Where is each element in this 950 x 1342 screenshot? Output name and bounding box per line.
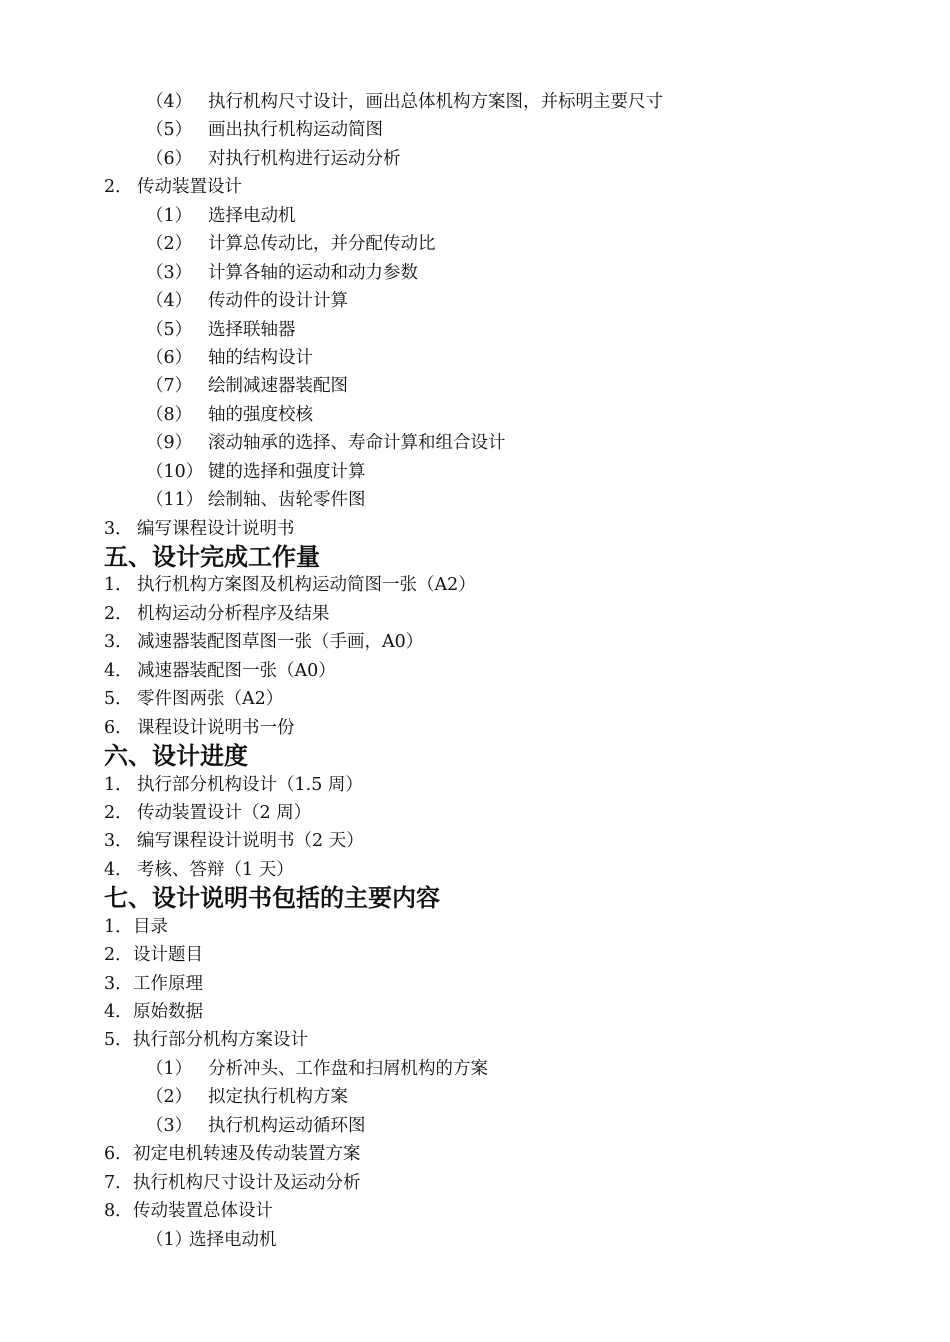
list-item-text: 画出执行机构运动简图 xyxy=(208,120,383,141)
list-item-number: （6） xyxy=(146,347,193,368)
list-item-number: 2． xyxy=(104,177,133,198)
list-item xyxy=(0,970,950,998)
list-item-text: 绘制减速器装配图 xyxy=(208,376,348,397)
list-item-number: （4） xyxy=(146,92,193,112)
list-item-number: （2） xyxy=(146,234,193,255)
section-heading: 六、设计进度 xyxy=(104,742,248,771)
list-item-text: 轴的强度校核 xyxy=(208,404,313,425)
list-item xyxy=(0,230,950,258)
list-item-number: （3） xyxy=(146,1115,193,1136)
list-item-text: 执行机构尺寸设计，画出总体机构方案图，并标明主要尺寸 xyxy=(208,92,663,112)
section-heading: 七、设计说明书包括的主要内容 xyxy=(104,884,440,913)
list-item-number: 1． xyxy=(104,916,133,937)
list-item-number: 1． xyxy=(104,774,133,795)
list-item-number: 2． xyxy=(104,802,133,823)
list-item-text: 计算各轴的运动和动力参数 xyxy=(208,262,418,283)
list-item-text: 绘制轴、齿轮零件图 xyxy=(208,490,366,511)
list-item xyxy=(0,771,950,799)
list-item xyxy=(0,259,950,287)
list-item-number: （8） xyxy=(146,404,193,425)
list-item xyxy=(0,458,950,486)
list-item xyxy=(0,202,950,230)
list-item-text: 键的选择和强度计算 xyxy=(208,461,366,482)
list-item-number: （10） xyxy=(146,461,204,482)
list-item-number: 2． xyxy=(104,603,133,624)
list-item-number: （6） xyxy=(146,148,193,169)
list-item-text: 减速器装配图一张（A0） xyxy=(137,660,336,681)
list-item xyxy=(0,486,950,514)
list-item xyxy=(0,827,950,855)
list-item-text: 对执行机构进行运动分析 xyxy=(208,148,401,169)
list-item-number: 3． xyxy=(104,831,133,852)
list-item xyxy=(0,1140,950,1168)
list-item-text: 轴的结构设计 xyxy=(208,347,313,368)
list-item-text: 选择电动机 xyxy=(189,1229,277,1250)
list-item xyxy=(0,1197,950,1225)
list-item xyxy=(0,685,950,713)
list-item-number: 3． xyxy=(104,632,133,653)
list-item-number: 4． xyxy=(104,1002,133,1022)
list-item xyxy=(0,657,950,685)
list-item-text: 目录 xyxy=(133,916,168,937)
list-item-number: 7． xyxy=(104,1172,133,1193)
list-item-number: 4． xyxy=(104,859,133,880)
list-item-number: 2． xyxy=(104,945,133,966)
list-item xyxy=(0,714,950,742)
list-item-number: （11） xyxy=(146,490,204,511)
list-item-text: 选择联轴器 xyxy=(208,319,296,340)
list-item xyxy=(0,1026,950,1054)
list-item-text: 编写课程设计说明书 xyxy=(137,518,295,539)
list-item-text: 执行部分机构方案设计 xyxy=(133,1030,308,1051)
section-heading: 五、设计完成工作量 xyxy=(104,543,320,571)
list-item-number: 4． xyxy=(104,660,133,681)
list-item-number: （1） xyxy=(146,1229,193,1250)
list-item xyxy=(0,1112,950,1140)
list-item-text: 执行机构运动循环图 xyxy=(208,1115,366,1136)
list-item-text: 执行机构方案图及机构运动简图一张（A2） xyxy=(137,575,476,596)
list-item xyxy=(0,316,950,344)
list-item xyxy=(0,799,950,827)
list-item-number: 3． xyxy=(104,973,133,994)
list-item xyxy=(0,913,950,941)
list-item-number: （4） xyxy=(146,291,193,312)
list-item-number: 1． xyxy=(104,575,133,596)
document-body xyxy=(0,88,950,1254)
list-item-number: 6． xyxy=(104,1144,133,1165)
list-item xyxy=(0,88,950,116)
list-item-number: （7） xyxy=(146,376,193,397)
list-item-text: 传动件的设计计算 xyxy=(208,291,348,312)
list-item-text: 机构运动分析程序及结果 xyxy=(137,603,330,624)
list-item xyxy=(0,571,950,599)
list-item-number: （1） xyxy=(146,205,193,226)
list-item xyxy=(0,1226,950,1254)
list-item-number: （5） xyxy=(146,319,193,340)
list-item-text: 分析冲头、工作盘和扫屑机构的方案 xyxy=(208,1058,488,1079)
list-item xyxy=(0,401,950,429)
list-item-text: 设计题目 xyxy=(133,945,203,966)
list-item-text: 传动装置总体设计 xyxy=(133,1201,273,1222)
list-item-number: （3） xyxy=(146,262,193,283)
list-item-text: 零件图两张（A2） xyxy=(137,689,284,710)
list-item-number: 8． xyxy=(104,1201,133,1222)
list-item-number: （5） xyxy=(146,120,193,141)
list-item xyxy=(0,600,950,628)
list-item-number: 3． xyxy=(104,518,133,539)
list-item-text: 考核、答辩（1 天） xyxy=(137,859,294,880)
list-item xyxy=(0,372,950,400)
list-item-text: 课程设计说明书一份 xyxy=(137,717,295,738)
list-item-text: 编写课程设计说明书（2 天） xyxy=(137,831,364,852)
list-item-number: 5． xyxy=(104,1030,133,1051)
list-item-text: 初定电机转速及传动装置方案 xyxy=(133,1144,361,1165)
list-item xyxy=(0,344,950,372)
list-item xyxy=(0,1083,950,1111)
list-item xyxy=(0,173,950,201)
list-item xyxy=(0,429,950,457)
list-item xyxy=(0,1055,950,1083)
list-item xyxy=(0,145,950,173)
list-item xyxy=(0,1169,950,1197)
list-item-text: 工作原理 xyxy=(133,973,203,994)
list-item-text: 原始数据 xyxy=(133,1002,203,1022)
list-item-text: 传动装置设计（2 周） xyxy=(137,802,312,823)
list-item-number: （2） xyxy=(146,1087,193,1108)
list-item-text: 传动装置设计 xyxy=(137,177,242,198)
list-item xyxy=(0,941,950,969)
list-item-number: （9） xyxy=(146,433,193,454)
list-item-number: （1） xyxy=(146,1058,193,1079)
list-item-text: 拟定执行机构方案 xyxy=(208,1087,348,1108)
list-item xyxy=(0,998,950,1026)
list-item-number: 6． xyxy=(104,717,133,738)
list-item-text: 执行机构尺寸设计及运动分析 xyxy=(133,1172,361,1193)
list-item xyxy=(0,628,950,656)
list-item-number: 5． xyxy=(104,689,133,710)
list-item xyxy=(0,287,950,315)
list-item xyxy=(0,515,950,543)
list-item-text: 减速器装配图草图一张（手画，A0） xyxy=(137,632,424,653)
list-item-text: 计算总传动比，并分配传动比 xyxy=(208,234,436,255)
list-item-text: 执行部分机构设计（1.5 周） xyxy=(137,774,363,795)
list-item xyxy=(0,856,950,884)
list-item xyxy=(0,116,950,144)
list-item-text: 选择电动机 xyxy=(208,205,296,226)
list-item-text: 滚动轴承的选择、寿命计算和组合设计 xyxy=(208,433,506,454)
